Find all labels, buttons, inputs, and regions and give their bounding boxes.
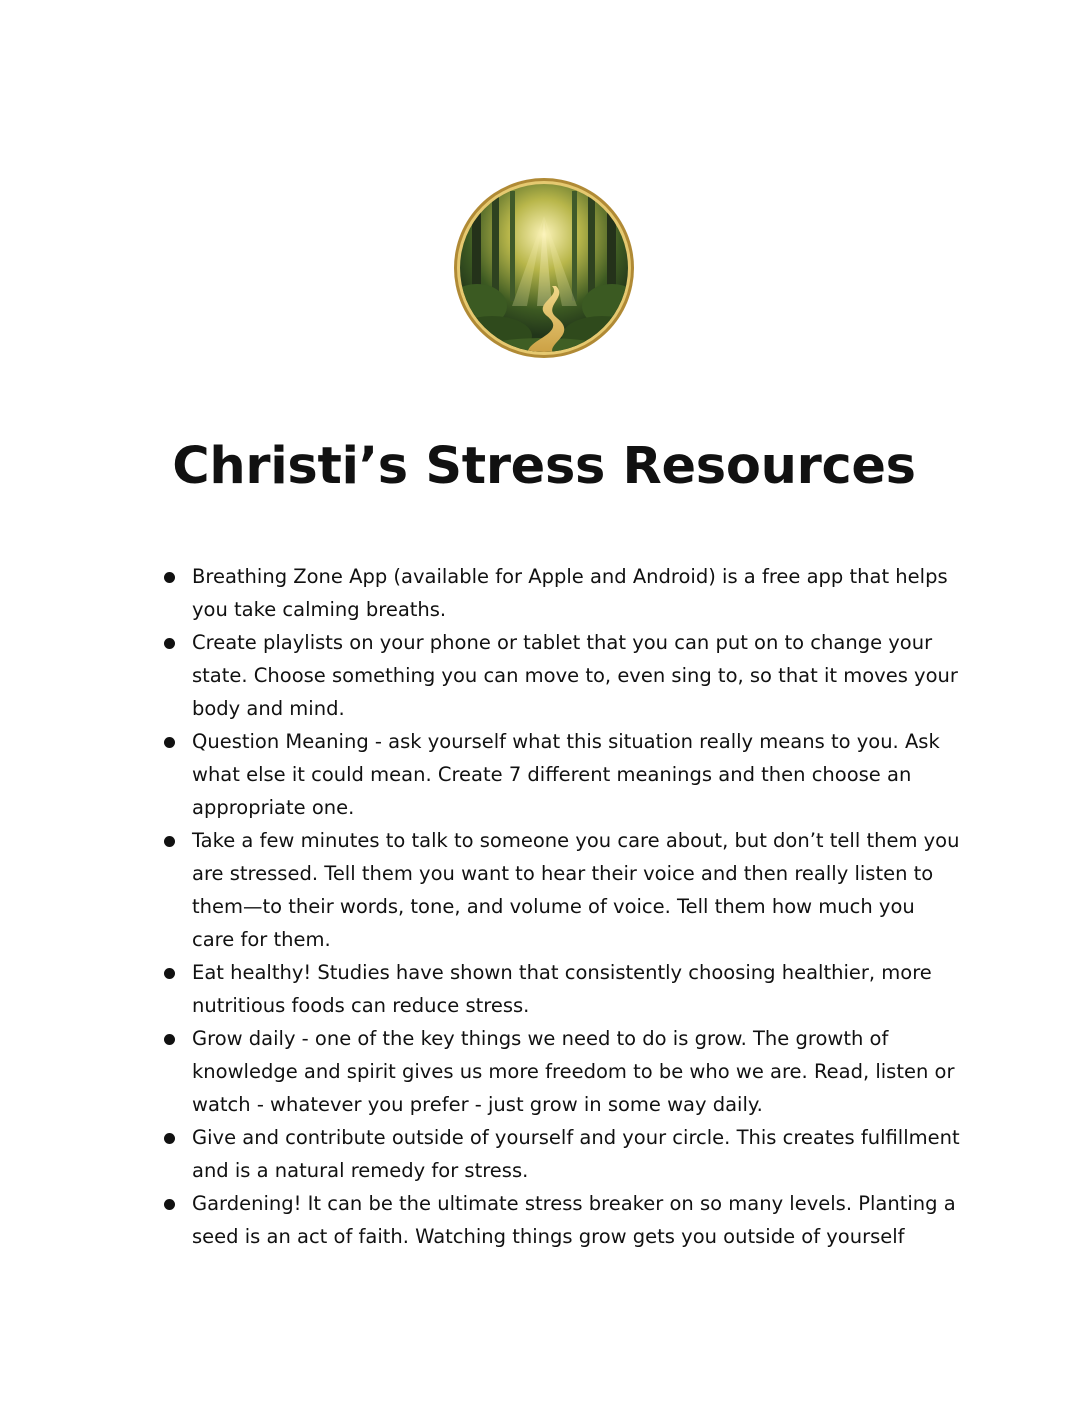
- forest-path-logo: [452, 176, 636, 360]
- bullet-icon: [164, 572, 175, 583]
- list-item: [160, 1022, 960, 1121]
- forest-path-icon: [452, 176, 636, 360]
- list-item-text: Grow daily - one of the key things we need to do is grow. The growth of knowledge and spirit gives us more freedom to be who we are. Read, listen or watch - whatever you prefer - just grow in some way daily.: [192, 1027, 955, 1116]
- bullet-icon: [164, 737, 175, 748]
- list-item-text: Create playlists on your phone or tablet that you can put on to change your state. Choose something you can move to, even sing to, so that it moves your body and mind.: [192, 631, 958, 720]
- resource-list: [160, 560, 960, 1253]
- list-item-text: Gardening! It can be the ultimate stress breaker on so many levels. Planting a seed is an act of faith. Watching things grow gets you outside of yourself: [192, 1192, 956, 1248]
- bullet-icon: [164, 1133, 175, 1144]
- list-item: [160, 560, 960, 626]
- list-item-text: Give and contribute outside of yourself and your circle. This creates fulfillment and is a natural remedy for stress.: [192, 1126, 960, 1182]
- list-item: [160, 956, 960, 1022]
- list-item: [160, 725, 960, 824]
- list-item: [160, 1187, 960, 1253]
- list-item-text: Breathing Zone App (available for Apple and Android) is a free app that helps you take calming breaths.: [192, 565, 948, 621]
- bullet-icon: [164, 1034, 175, 1045]
- list-item-text: Eat healthy! Studies have shown that consistently choosing healthier, more nutritious foods can reduce stress.: [192, 961, 932, 1017]
- bullet-icon: [164, 638, 175, 649]
- bullet-icon: [164, 836, 175, 847]
- list-item: [160, 626, 960, 725]
- bullet-icon: [164, 1199, 175, 1210]
- list-item-text: Take a few minutes to talk to someone you care about, but don’t tell them you are stressed. Tell them you want to hear their voice and then really listen to them—to their words, tone, and volume of voice. Tell them how much you care for them.: [192, 829, 960, 951]
- list-item: [160, 1121, 960, 1187]
- list-item: [160, 824, 960, 956]
- page-title: Christi’s Stress Resources: [172, 437, 916, 496]
- bullet-icon: [164, 968, 175, 979]
- list-item-text: Question Meaning - ask yourself what this situation really means to you. Ask what else it could mean. Create 7 different meanings and then choose an appropriate one.: [192, 730, 940, 819]
